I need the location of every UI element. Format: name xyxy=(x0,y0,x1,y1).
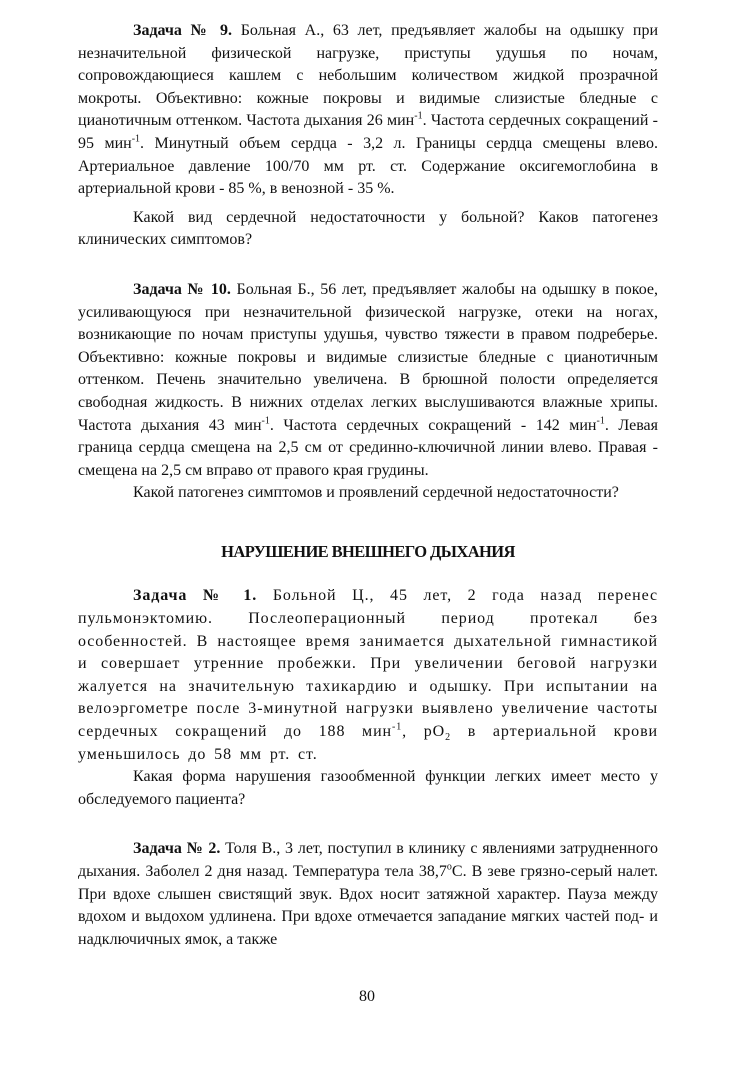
task-1-text-tail: в артериальной крови уменьшилось до 58 мм рт. ст. xyxy=(78,723,658,763)
section-heading: НАРУШЕНИЕ ВНЕШНЕГО ДЫХАНИЯ xyxy=(221,541,515,561)
task-2-label: Задача № 2. xyxy=(133,840,221,858)
task-1-paragraph xyxy=(78,585,658,766)
task-1-label: Задача № 1. xyxy=(133,587,258,605)
task-2-degree: о xyxy=(446,861,452,873)
task-9-label: Задача № 9. xyxy=(133,22,233,39)
task-9-paragraph xyxy=(78,20,658,201)
task-2-text-tail: С. В зеве грязно-серый налет. При вдохе слышен свистящий звук. Вдох носит затяжной характер. Пауза между вдохом и выдохом удлинена. При вдохе отмечается западание мягких частей под- и надключичных ямок, а также xyxy=(78,863,658,948)
task-10-label: Задача № 10. xyxy=(133,280,231,298)
task-10-text: Больная Б., 56 лет, предъявляет жалобы на одышку в покое, усиливающуюся при незначительной физической нагрузке, отеки на ногах, возникающие по ночам приступы удушья, чувство тяжести в правом подреберье. Объективно: кожные покровы и видимые слизистые бледные с цианотичным оттенком. Печень значительно увеличена. В брюшной полости определяется свободная жидкость. В нижних отделах легких выслушиваются влажные хрипы. Частота дыхания 43 мин xyxy=(78,280,659,434)
task-1-text-mid: , pO xyxy=(402,723,446,741)
task-10-question: Какой патогенез симптомов и проявлений сердечной недостаточности? xyxy=(133,484,619,502)
task-2-text: Толя В., 3 лет, поступил в клинику с явлениями затрудненного дыхания. Заболел 2 дня назад. Температура тела 38,7 xyxy=(78,840,659,880)
task-1-text: Больной Ц., 45 лет, 2 года назад перенес пульмонэктомию. Послеоперационный период протекал без особенностей. В настоящее время занимается дыхательной гимнастикой и совершает утренние пробежки. При увеличении беговой нагрузки жалуется на значительную тахикардию и одышку. При испытании на велоэргометре после 3-минутной нагрузки выявлено увеличение частоты сердечных сокращений до 188 мин xyxy=(78,587,658,741)
task-1-exponent: -1 xyxy=(392,721,403,733)
task-10-text-tail: . Левая граница сердца смещена на 2,5 см от срединно-ключичной линии влево. Правая - смещена на 2,5 см вправо от правого края грудины. xyxy=(78,416,658,479)
task-10-exponent-2: -1 xyxy=(596,415,605,427)
task-10-exponent-1: -1 xyxy=(261,415,270,427)
task-9-text: Больная А., 63 лет, предъявляет жалобы на одышку при незначительной физической нагрузке, приступы удушья по ночам, сопровождающиеся кашлем с небольшим количеством жидкой прозрачной мокроты. Объективно: кожные покровы и видимые слизистые бледные с цианотичным оттенком. Частота дыхания 26 мин xyxy=(78,22,659,130)
task-1-subscript: 2 xyxy=(445,732,452,744)
task-2-paragraph xyxy=(78,838,658,951)
task-9-text-mid: . Частота сердечных сокращений - 95 мин xyxy=(78,112,659,152)
page-number: 80 xyxy=(359,988,375,1005)
task-1-question: Какая форма нарушения газообменной функции легких имеет место у обследуемого пациента? xyxy=(78,768,658,808)
document-page xyxy=(78,20,658,951)
task-9-question: Какой вид сердечной недостаточности у больной? Каков патогенез клинических симптомов? xyxy=(78,208,658,249)
task-9-exponent-2: -1 xyxy=(131,133,141,145)
task-10-text-mid: . Частота сердечных сокращений - 142 мин xyxy=(269,416,597,434)
task-9-text-tail: . Минутный объем сердца - 3,2 л. Границы сердца смещены влево. Артериальное давление 100/70 мм рт. ст. Содержание оксигемоглобина в артериальной крови - 85 %, в венозной - 35 %. xyxy=(78,134,658,198)
task-10-paragraph xyxy=(78,279,658,482)
task-9-exponent-1: -1 xyxy=(414,111,423,123)
